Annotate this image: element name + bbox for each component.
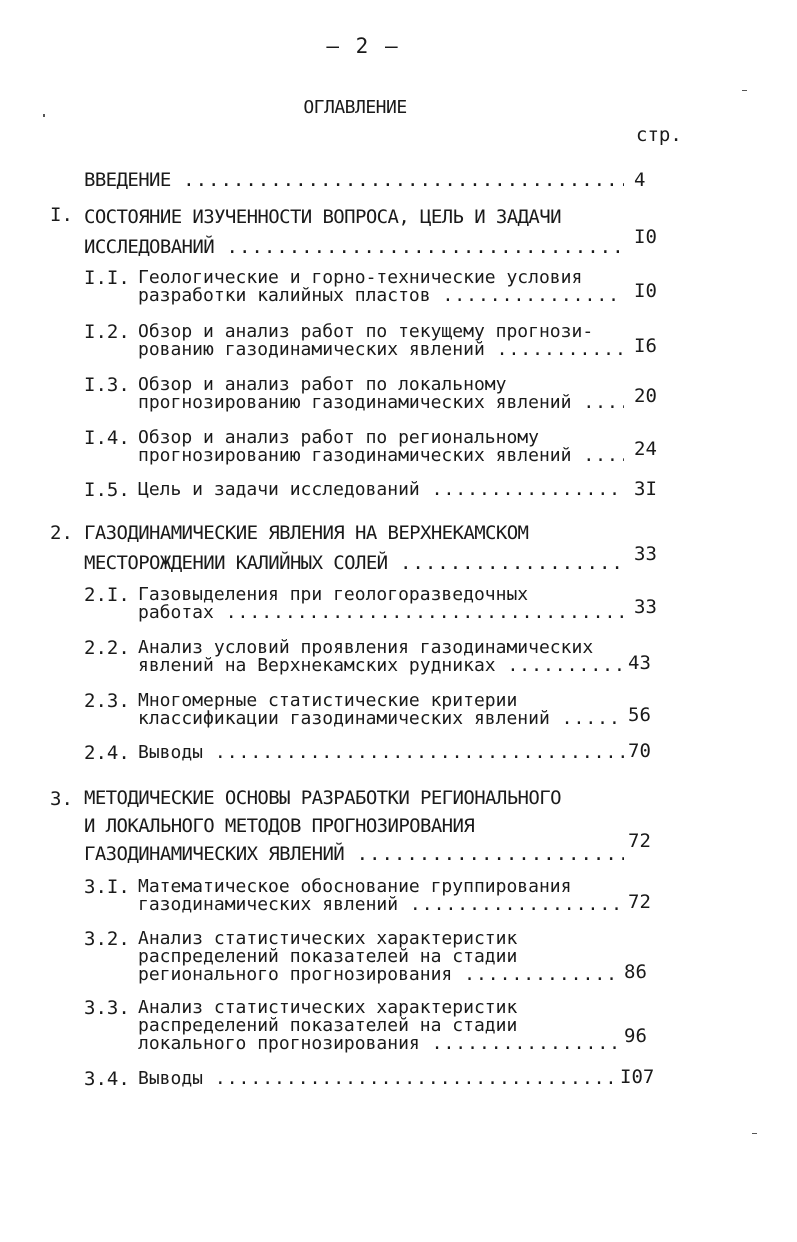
toc-page-number: 86 <box>624 961 647 983</box>
toc-page-number: 3I <box>634 478 657 500</box>
toc-page-number: 70 <box>628 740 651 762</box>
page-column-label: стр. <box>636 124 682 146</box>
toc-entry-3-3[interactable]: Анализ статистических характеристик распределений показателей на стадии локального прогнозирования ..... <box>138 999 622 1053</box>
toc-entry-chapter-3[interactable]: МЕТОДИЧЕСКИЕ ОСНОВЫ РАЗРАБОТКИ РЕГИОНАЛЬНОГО И ЛОКАЛЬНОГО МЕТОДОВ ПРОГНОЗИРОВАНИЯ ГАЗОДИНАМИЧЕСКИХ ЯВЛЕНИЙ ..... <box>84 784 624 868</box>
toc-page-number: 33 <box>634 543 657 565</box>
scan-speck <box>742 90 747 91</box>
toc-page-number: 72 <box>628 830 651 852</box>
toc-section-number: I.3. <box>84 374 130 396</box>
toc-section-number: 3.3. <box>84 997 130 1019</box>
toc-section-number: 2.2. <box>84 637 130 659</box>
toc-page-number: 24 <box>634 438 657 460</box>
toc-section-number: 3.I. <box>84 876 130 898</box>
toc-entry-chapter-1[interactable]: СОСТОЯНИЕ ИЗУЧЕННОСТИ ВОПРОСА, ЦЕЛЬ И ЗАДАЧИ ИССЛЕДОВАНИЙ ..... <box>84 202 624 262</box>
toc-page-number: 33 <box>634 596 657 618</box>
toc-section-number: I. <box>50 204 73 226</box>
toc-page-number: 20 <box>634 385 657 407</box>
toc-section-number: 2.4. <box>84 742 130 764</box>
toc-page-number: I07 <box>620 1066 655 1088</box>
toc-page-number: I0 <box>634 280 657 302</box>
toc-page-number: 56 <box>628 704 651 726</box>
toc-entry-1-5[interactable]: Цель и задачи исследований ..... <box>138 481 624 499</box>
toc-page-number: I6 <box>634 335 657 357</box>
toc-entry-2-1[interactable]: Газовыделения при геологоразведочных работах ..... <box>138 586 624 622</box>
toc-page-number: 72 <box>628 891 651 913</box>
toc-page-number: I0 <box>634 226 657 248</box>
scan-speck <box>43 114 45 117</box>
toc-entry-1-1[interactable]: Геологические и горно-технические условия разработки калийных пластов ..... <box>138 269 624 305</box>
toc-page-number: 4 <box>634 169 646 191</box>
toc-section-number: I.I. <box>84 267 130 289</box>
toc-section-number: I.5. <box>84 479 130 501</box>
toc-entry-2-4[interactable]: Выводы ..... <box>138 744 624 762</box>
toc-entry-1-4[interactable]: Обзор и анализ работ по региональному прогнозированию газодинамических явлений ..... <box>138 429 624 465</box>
toc-section-number: 2. <box>50 522 73 544</box>
toc-entry-introduction[interactable]: ВВЕДЕНИЕ ..... <box>84 170 624 190</box>
toc-entry-2-3[interactable]: Многомерные статистические критерии классификации газодинамических явлений ..... <box>138 692 618 728</box>
toc-entry-2-2[interactable]: Анализ условий проявления газодинамических явлений на Верхнекамских рудниках ..... <box>138 639 624 675</box>
toc-entry-3-4[interactable]: Выводы ..... <box>138 1070 620 1088</box>
toc-section-number: 2.I. <box>84 584 130 606</box>
toc-entry-1-2[interactable]: Обзор и анализ работ по текущему прогнози- рованию газодинамических явлений ..... <box>138 323 624 359</box>
toc-section-number: 3.4. <box>84 1068 130 1090</box>
toc-section-number: I.4. <box>84 427 130 449</box>
toc-entry-1-3[interactable]: Обзор и анализ работ по локальному прогнозированию газодинамических явлений ..... <box>138 376 624 412</box>
toc-section-number: 3. <box>50 788 73 810</box>
toc-page-number: 43 <box>628 652 651 674</box>
toc-title: ОГЛАВЛЕНИЕ <box>303 97 407 118</box>
toc-entry-chapter-2[interactable]: ГАЗОДИНАМИЧЕСКИЕ ЯВЛЕНИЯ НА ВЕРХНЕКАМСКОМ МЕСТОРОЖДЕНИИ КАЛИЙНЫХ СОЛЕЙ ..... <box>84 518 624 578</box>
toc-page-number: 96 <box>624 1025 647 1047</box>
page-number: – 2 – <box>326 34 400 58</box>
toc-section-number: 3.2. <box>84 928 130 950</box>
toc-entry-3-1[interactable]: Математическое обоснование группирования газодинамических явлений ..... <box>138 878 624 914</box>
toc-section-number: 2.3. <box>84 690 130 712</box>
toc-entry-3-2[interactable]: Анализ статистических характеристик распределений показателей на стадии регионального прогнозирования ..... <box>138 930 622 984</box>
scan-speck <box>752 1133 757 1134</box>
toc-section-number: I.2. <box>84 321 130 343</box>
